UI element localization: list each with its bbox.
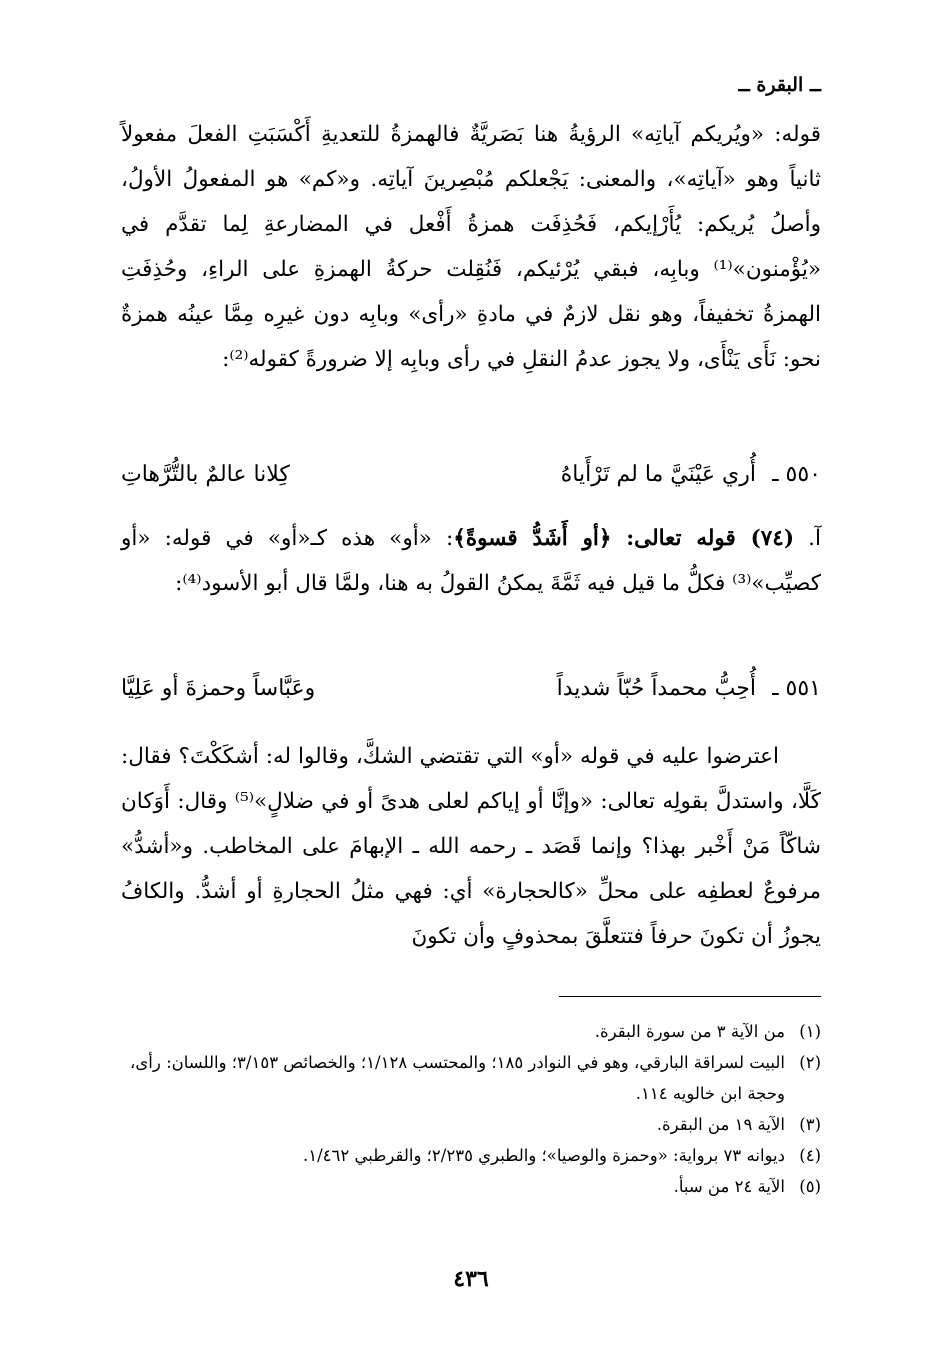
verse-first-hemistich: أُحِبُّ محمداً حُبّاً شديداً	[556, 676, 756, 701]
verse-heading: (٧٤) قوله تعالى: ﴿أو أَشَدُّ قسوةً﴾	[453, 526, 795, 551]
footnote-number: (٥)	[799, 1177, 821, 1196]
footnote	[121, 1140, 821, 1171]
page-number: ٤٣٦	[453, 1266, 489, 1292]
paragraph-commentary-3: اعترضوا عليه في قوله «أو» التي تقتضي الشكَّ، وقالوا له: أشكَكْتَ؟ فقال: كَلَّا، واستدلَّ بقولِه تعالى: «وإنَّا أو إياكم لعلى هدىً أو في ضلالٍ»⁽⁵⁾ وقال: أَوَكان شاكّاً مَنْ أَخْبر بهذا؟ وإنما قَصَد ـ رحمه الله ـ الإبهامَ على المخاطب. و«أشدُّ» مرفوعٌ لعطفِه على محلِّ «كالحجارة» أي: فهي مثلُ الحجارةِ أو أشدُّ. والكافُ يجوزُ أن تكونَ حرفاً فتتعلَّقَ بمحذوفٍ وأن تكونَ	[121, 744, 821, 949]
footnote-text: الآية ١٩ من البقرة.	[656, 1115, 785, 1134]
footnote	[121, 1171, 821, 1202]
paragraph-commentary-1: قوله: «ويُريكم آياتِه» الرؤيةُ هنا بَصَريَّةٌ فالهمزةُ للتعديةِ أَكْسَبَتِ الفعلَ مفعولاً ثانياً وهو «آياتِه»، والمعنى: يَجْعلكم مُبْصِرينَ آياتِه. و«كم» هو المفعولُ الأولُ، وأصلُ يُريكم: يُأَرْإيكم، فَحُذِفَت همزةُ أَفْعل في المضارعةِ لِما تقدَّم في «يُؤْمنون»⁽¹⁾ وبابِه، فبقي يُرْئيكم، فَنُقِلت حركةُ الهمزةِ على الراءِ، وحُذِفَتِ الهمزةُ تخفيفاً، وهو نقل لازمٌ في مادةِ «رأى» وبابِه دون غيرِه مِمَّا عينُه همزةٌ نحو: نَأَى يَنْأَى، ولا يجوز عدمُ النقلِ في رأى وبابِه إلا ضرورةً كقوله⁽²⁾:	[121, 122, 821, 372]
verse-number: ٥٥١ ـ	[772, 676, 821, 701]
verse-551	[121, 676, 821, 716]
footnote-separator	[559, 996, 821, 997]
footnote-number: (٣)	[799, 1115, 821, 1134]
footnote-text: من الآية ٣ من سورة البقرة.	[594, 1022, 785, 1041]
verse-second-hemistich: كِلانا عالمٌ بالتُّرَّهاتِ	[121, 462, 290, 487]
footnote-text: ديوانه ٧٣ برواية: «وحمزة والوصيا»؛ والطبري ٢/٢٣٥؛ والقرطبي ١/٤٦٢.	[303, 1146, 785, 1165]
footnote-text: البيت لسراقة البارقي، وهو في النوادر ١٨٥؛ والمحتسب ١/١٢٨؛ والخصائص ٣/١٥٣؛ واللسان: رأى، وحجة ابن خالويه ١١٤.	[130, 1053, 785, 1103]
footnote-text: الآية ٢٤ من سبأ.	[673, 1177, 785, 1196]
footnote	[121, 1016, 821, 1047]
footnote-number: (٤)	[799, 1146, 821, 1165]
paragraph-commentary-2: آ. (٧٤) قوله تعالى: ﴿أو أَشَدُّ قسوةً﴾: «أو» هذه كـ«أو» في قوله: «أو كصيِّب»⁽³⁾ فكلُّ ما قيل فيه ثَمَّةَ يمكنُ القولُ به هنا، ولمَّا قال أبو الأسود⁽⁴⁾:	[121, 526, 821, 596]
footnote	[121, 1109, 821, 1140]
verse-550	[121, 462, 821, 502]
footnote-number: (٢)	[799, 1053, 821, 1072]
footnotes	[121, 1016, 821, 1202]
footnote-number: (١)	[799, 1022, 821, 1041]
verse-first-hemistich: أُري عَيْنَيَّ ما لم تَرْأَياهُ	[560, 462, 756, 487]
footnote	[121, 1047, 821, 1109]
running-header: ــ البقرة ــ	[738, 74, 821, 96]
verse-number: ٥٥٠ ـ	[772, 462, 821, 487]
verse-second-hemistich: وعَبَّاساً وحمزةَ أو عَلِيَّا	[121, 676, 316, 701]
